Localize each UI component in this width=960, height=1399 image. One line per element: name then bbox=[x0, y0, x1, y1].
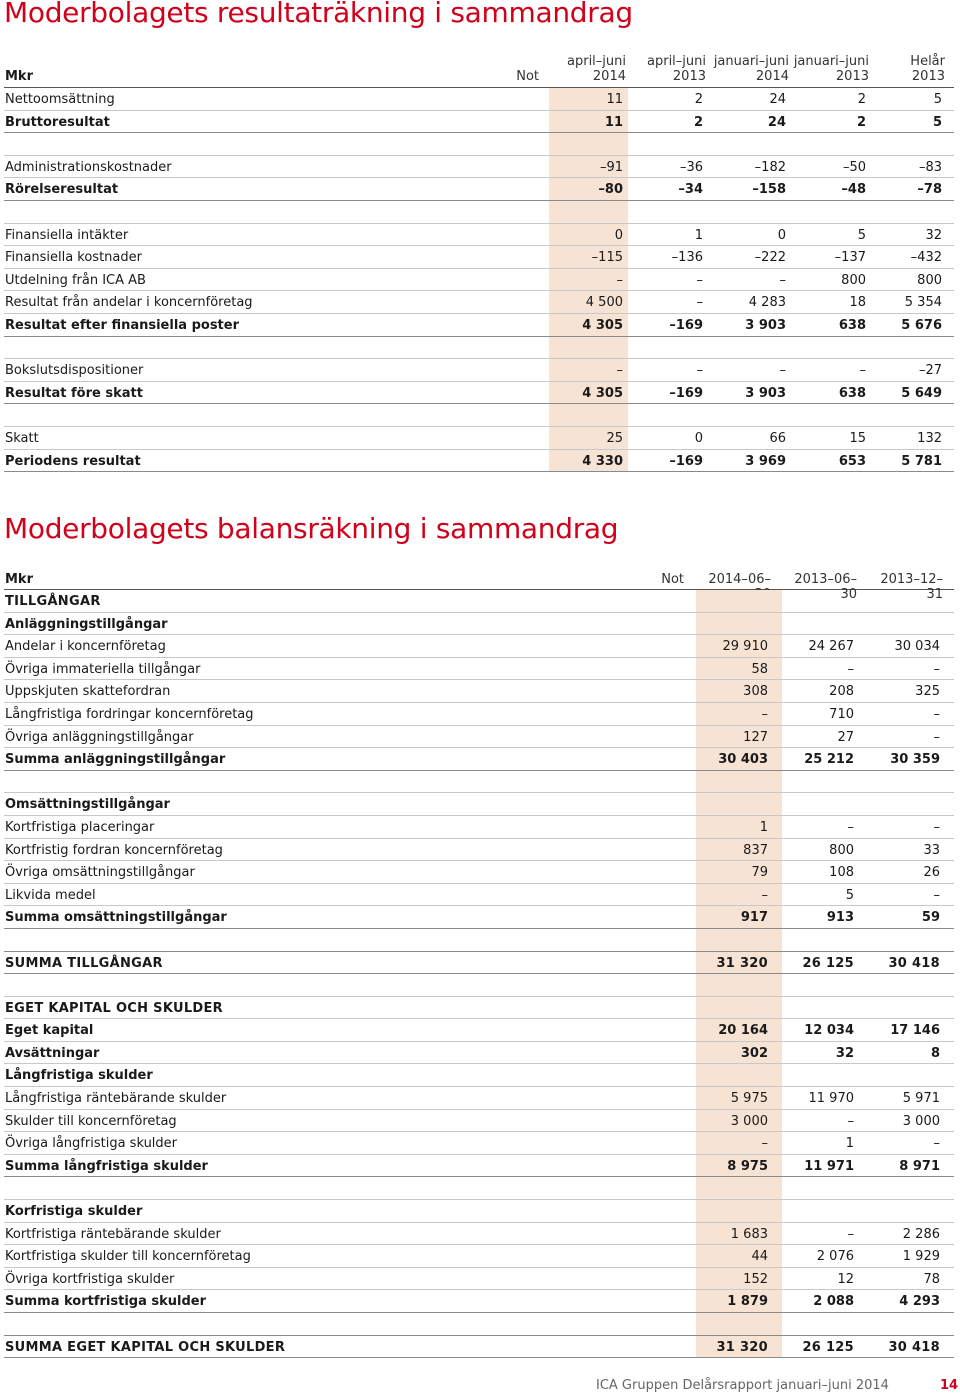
spacer-row bbox=[4, 1177, 954, 1200]
table-row bbox=[4, 1336, 954, 1359]
column-header-line: 2013–06–30 bbox=[794, 572, 857, 602]
balance-rows bbox=[4, 590, 954, 1358]
spacer-row bbox=[4, 929, 954, 952]
column-header-line: Helår bbox=[910, 54, 945, 69]
table-row bbox=[4, 906, 954, 929]
row-label: SUMMA EGET KAPITAL OCH SKULDER bbox=[5, 1339, 286, 1355]
table-row bbox=[4, 1290, 954, 1313]
table-row bbox=[4, 291, 954, 314]
row-label: Bokslutsdispositioner bbox=[5, 363, 144, 379]
table-row bbox=[4, 952, 954, 975]
column-header-line: 2013–12–31 bbox=[880, 572, 943, 602]
cell-value: 5 676 bbox=[901, 317, 942, 333]
cell-value: – bbox=[933, 887, 940, 903]
row-label: Likvida medel bbox=[5, 887, 96, 903]
table-row bbox=[4, 1064, 954, 1087]
cell-value: 1 683 bbox=[730, 1226, 768, 1242]
cell-value: 800 bbox=[841, 272, 866, 288]
cell-value: 5 781 bbox=[901, 453, 942, 469]
cell-value: –432 bbox=[910, 250, 942, 266]
cell-value: – bbox=[933, 1136, 940, 1152]
cell-value: 78 bbox=[923, 1271, 940, 1287]
table-row bbox=[4, 1110, 954, 1133]
cell-value: – bbox=[847, 1113, 854, 1129]
row-label: EGET KAPITAL OCH SKULDER bbox=[5, 1000, 223, 1016]
column-header-line: 2013 bbox=[835, 69, 869, 84]
spacer-row bbox=[4, 404, 954, 427]
cell-value: – bbox=[696, 272, 703, 288]
row-label: Resultat efter finansiella poster bbox=[5, 317, 239, 333]
cell-value: –91 bbox=[599, 159, 623, 175]
row-label: Kortfristiga skulder till koncernföretag bbox=[5, 1249, 251, 1265]
cell-value: 1 929 bbox=[902, 1249, 940, 1265]
row-label: Summa långfristiga skulder bbox=[5, 1158, 208, 1174]
row-label: Rörelseresultat bbox=[5, 182, 119, 198]
cell-value: 15 bbox=[849, 430, 866, 446]
page-number: 14 bbox=[940, 1378, 959, 1393]
cell-value: 32 bbox=[925, 227, 942, 243]
row-label: Summa kortfristiga skulder bbox=[5, 1294, 207, 1310]
cell-value: – bbox=[933, 729, 940, 745]
cell-value: 2 bbox=[693, 114, 703, 130]
row-label: Periodens resultat bbox=[5, 453, 141, 469]
cell-value: –83 bbox=[918, 159, 942, 175]
row-label: Kortfristig fordran koncernföretag bbox=[5, 842, 223, 858]
spacer-row bbox=[4, 201, 954, 224]
cell-value: 3 000 bbox=[902, 1113, 940, 1129]
cell-value: 5 bbox=[857, 227, 866, 243]
cell-value: 127 bbox=[743, 729, 768, 745]
cell-value: 308 bbox=[743, 684, 768, 700]
row-label: Andelar i koncernföretag bbox=[5, 639, 166, 655]
cell-value: 11 971 bbox=[804, 1158, 854, 1174]
cell-value: 17 146 bbox=[890, 1023, 940, 1039]
table-row bbox=[4, 726, 954, 749]
cell-value: 3 903 bbox=[745, 385, 786, 401]
cell-value: 0 bbox=[614, 227, 623, 243]
table-row bbox=[4, 1200, 954, 1223]
cell-value: 31 320 bbox=[716, 955, 768, 971]
row-label: Finansiella intäkter bbox=[5, 227, 129, 243]
column-header-line: 2014 bbox=[592, 69, 626, 84]
cell-value: 8 971 bbox=[899, 1158, 940, 1174]
table-row bbox=[4, 884, 954, 907]
cell-value: – bbox=[847, 819, 854, 835]
cell-value: – bbox=[933, 819, 940, 835]
column-header bbox=[628, 54, 706, 84]
cell-value: 5 971 bbox=[902, 1091, 940, 1107]
cell-value: 26 bbox=[923, 865, 940, 881]
cell-value: 913 bbox=[826, 910, 854, 926]
cell-value: 5 bbox=[932, 114, 942, 130]
cell-value: 3 969 bbox=[745, 453, 786, 469]
row-label: TILLGÅNGAR bbox=[5, 594, 101, 609]
cell-value: 208 bbox=[829, 684, 854, 700]
cell-value: 31 320 bbox=[716, 1339, 768, 1355]
mkr-label: Mkr bbox=[5, 69, 33, 84]
table-row bbox=[4, 224, 954, 247]
column-header-line: januari–juni bbox=[713, 54, 789, 69]
cell-value: 30 418 bbox=[888, 1339, 940, 1355]
spacer-row bbox=[4, 974, 954, 997]
row-label: Utdelning från ICA AB bbox=[5, 272, 146, 288]
cell-value: –137 bbox=[834, 250, 866, 266]
income-statement-table bbox=[4, 52, 954, 472]
cell-value: –169 bbox=[669, 385, 703, 401]
column-header-line: januari–juni bbox=[793, 54, 869, 69]
column-header bbox=[709, 54, 789, 84]
row-label: Resultat före skatt bbox=[5, 385, 143, 401]
row-label: Övriga kortfristiga skulder bbox=[5, 1271, 175, 1287]
cell-value: – bbox=[761, 887, 768, 903]
cell-value: –222 bbox=[754, 250, 786, 266]
cell-value: 12 034 bbox=[804, 1023, 854, 1039]
spacer-row bbox=[4, 1313, 954, 1336]
cell-value: 25 bbox=[606, 430, 623, 446]
table-row bbox=[4, 382, 954, 405]
row-label: Övriga anläggningstillgångar bbox=[5, 729, 194, 745]
row-label: Övriga omsättningstillgångar bbox=[5, 865, 195, 881]
cell-value: 4 500 bbox=[585, 295, 623, 311]
table-row bbox=[4, 1245, 954, 1268]
row-label: SUMMA TILLGÅNGAR bbox=[5, 955, 163, 971]
balance-sheet-title: Moderbolagets balansräkning i sammandrag bbox=[4, 512, 619, 545]
table-row bbox=[4, 816, 954, 839]
cell-value: –34 bbox=[678, 182, 703, 198]
balance-sheet-table bbox=[4, 568, 954, 1358]
cell-value: 4 330 bbox=[582, 453, 623, 469]
cell-value: –27 bbox=[918, 363, 942, 379]
cell-value: 152 bbox=[743, 1271, 768, 1287]
row-label: Skulder till koncernföretag bbox=[5, 1113, 177, 1129]
cell-value: 4 283 bbox=[748, 295, 786, 311]
table-row bbox=[4, 246, 954, 269]
table-row bbox=[4, 997, 954, 1020]
cell-value: 27 bbox=[837, 729, 854, 745]
row-label: Summa omsättningstillgångar bbox=[5, 910, 227, 926]
cell-value: 5 bbox=[933, 92, 942, 107]
cell-value: 24 267 bbox=[808, 639, 854, 655]
table-row bbox=[4, 658, 954, 681]
cell-value: –78 bbox=[917, 182, 942, 198]
cell-value: 12 bbox=[837, 1271, 854, 1287]
cell-value: 638 bbox=[838, 385, 866, 401]
table-row bbox=[4, 839, 954, 862]
table-row bbox=[4, 635, 954, 658]
cell-value: 710 bbox=[829, 706, 854, 722]
cell-value: – bbox=[616, 363, 623, 379]
column-header bbox=[549, 54, 626, 84]
row-label: Anläggningstillgångar bbox=[5, 616, 168, 632]
cell-value: 5 bbox=[845, 887, 854, 903]
cell-value: 30 359 bbox=[890, 752, 940, 768]
column-header-line: 2013 bbox=[911, 69, 945, 84]
spacer-row bbox=[4, 337, 954, 360]
row-label: Resultat från andelar i koncernföretag bbox=[5, 295, 253, 311]
cell-value: 11 bbox=[604, 114, 623, 130]
income-statement-title: Moderbolagets resultaträkning i sammandrag bbox=[4, 0, 633, 29]
column-header bbox=[871, 54, 945, 84]
table-row bbox=[4, 450, 954, 473]
cell-value: 18 bbox=[849, 295, 866, 311]
cell-value: 917 bbox=[740, 910, 768, 926]
cell-value: – bbox=[761, 1136, 768, 1152]
column-header-line: april–juni bbox=[647, 54, 706, 69]
table-row bbox=[4, 793, 954, 816]
cell-value: 58 bbox=[751, 661, 768, 677]
column-header-line: 2014 bbox=[755, 69, 789, 84]
cell-value: 26 125 bbox=[802, 1339, 854, 1355]
cell-value: – bbox=[847, 661, 854, 677]
cell-value: 33 bbox=[923, 842, 940, 858]
cell-value: – bbox=[696, 295, 703, 311]
table-row bbox=[4, 314, 954, 337]
row-label: Omsättningstillgångar bbox=[5, 797, 170, 813]
income-rows bbox=[4, 88, 954, 472]
cell-value: 11 bbox=[606, 92, 623, 107]
column-header bbox=[791, 54, 869, 84]
cell-value: 2 286 bbox=[902, 1226, 940, 1242]
cell-value: 0 bbox=[777, 227, 786, 243]
cell-value: 8 bbox=[930, 1045, 940, 1061]
cell-value: 325 bbox=[915, 684, 940, 700]
income-header-row bbox=[4, 52, 954, 88]
table-row bbox=[4, 178, 954, 201]
cell-value: 800 bbox=[829, 842, 854, 858]
cell-value: 30 418 bbox=[888, 955, 940, 971]
cell-value: 44 bbox=[751, 1249, 768, 1265]
row-label: Långfristiga fordringar koncernföretag bbox=[5, 706, 254, 722]
table-row bbox=[4, 1042, 954, 1065]
cell-value: 59 bbox=[921, 910, 940, 926]
cell-value: 0 bbox=[694, 430, 703, 446]
cell-value: 5 975 bbox=[730, 1091, 768, 1107]
cell-value: 20 164 bbox=[718, 1023, 768, 1039]
table-row bbox=[4, 680, 954, 703]
row-label: Korfristiga skulder bbox=[5, 1204, 143, 1220]
row-label: Skatt bbox=[5, 430, 39, 446]
table-row bbox=[4, 748, 954, 771]
cell-value: 3 000 bbox=[730, 1113, 768, 1129]
row-label: Finansiella kostnader bbox=[5, 250, 142, 266]
cell-value: 638 bbox=[838, 317, 866, 333]
cell-value: 29 910 bbox=[722, 639, 768, 655]
row-label: Kortfristiga räntebärande skulder bbox=[5, 1226, 221, 1242]
table-row bbox=[4, 1155, 954, 1178]
cell-value: – bbox=[761, 706, 768, 722]
table-row bbox=[4, 861, 954, 884]
row-label: Bruttoresultat bbox=[5, 114, 110, 130]
cell-value: 25 212 bbox=[804, 752, 854, 768]
cell-value: –48 bbox=[841, 182, 866, 198]
cell-value: 1 bbox=[759, 819, 768, 835]
row-label: Kortfristiga placeringar bbox=[5, 819, 155, 835]
cell-value: 108 bbox=[829, 865, 854, 881]
cell-value: 24 bbox=[769, 92, 786, 107]
cell-value: –80 bbox=[598, 182, 623, 198]
mkr-label: Mkr bbox=[5, 572, 33, 587]
row-label: Avsättningar bbox=[5, 1045, 100, 1061]
row-label: Långfristiga räntebärande skulder bbox=[5, 1091, 227, 1107]
table-row bbox=[4, 1268, 954, 1291]
row-label: Nettoomsättning bbox=[5, 92, 115, 107]
column-header-line: 2014–06– bbox=[708, 572, 771, 587]
table-row bbox=[4, 111, 954, 134]
row-label: Långfristiga skulder bbox=[5, 1068, 153, 1084]
cell-value: 2 bbox=[856, 114, 866, 130]
column-header-line: 2013 bbox=[672, 69, 706, 84]
cell-value: – bbox=[859, 363, 866, 379]
table-row bbox=[4, 269, 954, 292]
cell-value: – bbox=[933, 706, 940, 722]
cell-value: 30 034 bbox=[894, 639, 940, 655]
table-row bbox=[4, 590, 954, 613]
cell-value: –115 bbox=[591, 250, 623, 266]
cell-value: –50 bbox=[842, 159, 866, 175]
not-header: Not bbox=[661, 572, 684, 587]
cell-value: 4 305 bbox=[582, 385, 623, 401]
row-label: Eget kapital bbox=[5, 1023, 94, 1039]
spacer-row bbox=[4, 133, 954, 156]
table-row bbox=[4, 359, 954, 382]
cell-value: 5 649 bbox=[901, 385, 942, 401]
cell-value: 32 bbox=[835, 1045, 854, 1061]
table-row bbox=[4, 613, 954, 636]
cell-value: –136 bbox=[671, 250, 703, 266]
table-row bbox=[4, 156, 954, 179]
cell-value: 132 bbox=[917, 430, 942, 446]
cell-value: – bbox=[847, 1226, 854, 1242]
cell-value: 79 bbox=[751, 865, 768, 881]
not-header: Not bbox=[516, 69, 539, 84]
cell-value: – bbox=[779, 272, 786, 288]
cell-value: –158 bbox=[752, 182, 786, 198]
cell-value: – bbox=[696, 363, 703, 379]
cell-value: 302 bbox=[740, 1045, 768, 1061]
cell-value: 2 bbox=[694, 92, 703, 107]
cell-value: 30 403 bbox=[718, 752, 768, 768]
cell-value: 66 bbox=[769, 430, 786, 446]
row-label: Övriga långfristiga skulder bbox=[5, 1136, 178, 1152]
cell-value: 2 076 bbox=[816, 1249, 854, 1265]
cell-value: 11 970 bbox=[808, 1091, 854, 1107]
table-row bbox=[4, 1223, 954, 1246]
cell-value: 4 293 bbox=[899, 1294, 940, 1310]
cell-value: – bbox=[933, 661, 940, 677]
cell-value: 837 bbox=[743, 842, 768, 858]
cell-value: 5 354 bbox=[904, 295, 942, 311]
cell-value: –169 bbox=[669, 453, 703, 469]
cell-value: 1 bbox=[845, 1136, 854, 1152]
cell-value: 3 903 bbox=[745, 317, 786, 333]
cell-value: – bbox=[779, 363, 786, 379]
cell-value: 24 bbox=[767, 114, 786, 130]
cell-value: 653 bbox=[838, 453, 866, 469]
cell-value: –36 bbox=[679, 159, 703, 175]
spacer-row bbox=[4, 771, 954, 794]
table-row bbox=[4, 427, 954, 450]
row-label: Uppskjuten skattefordran bbox=[5, 684, 171, 700]
table-row bbox=[4, 1087, 954, 1110]
table-row bbox=[4, 88, 954, 111]
cell-value: 2 bbox=[857, 92, 866, 107]
cell-value: – bbox=[616, 272, 623, 288]
table-row bbox=[4, 1019, 954, 1042]
cell-value: –169 bbox=[669, 317, 703, 333]
cell-value: 800 bbox=[917, 272, 942, 288]
cell-value: 1 bbox=[694, 227, 703, 243]
row-label: Övriga immateriella tillgångar bbox=[5, 661, 201, 677]
cell-value: 4 305 bbox=[582, 317, 623, 333]
table-row bbox=[4, 703, 954, 726]
column-header-line: april–juni bbox=[567, 54, 626, 69]
table-row bbox=[4, 1132, 954, 1155]
cell-value: 8 975 bbox=[727, 1158, 768, 1174]
footer-text: ICA Gruppen Delårsrapport januari–juni 2014 bbox=[596, 1378, 889, 1393]
cell-value: –182 bbox=[754, 159, 786, 175]
cell-value: 1 879 bbox=[727, 1294, 768, 1310]
row-label: Summa anläggningstillgångar bbox=[5, 752, 226, 768]
cell-value: 2 088 bbox=[813, 1294, 854, 1310]
cell-value: 26 125 bbox=[802, 955, 854, 971]
row-label: Administrationskostnader bbox=[5, 159, 172, 175]
